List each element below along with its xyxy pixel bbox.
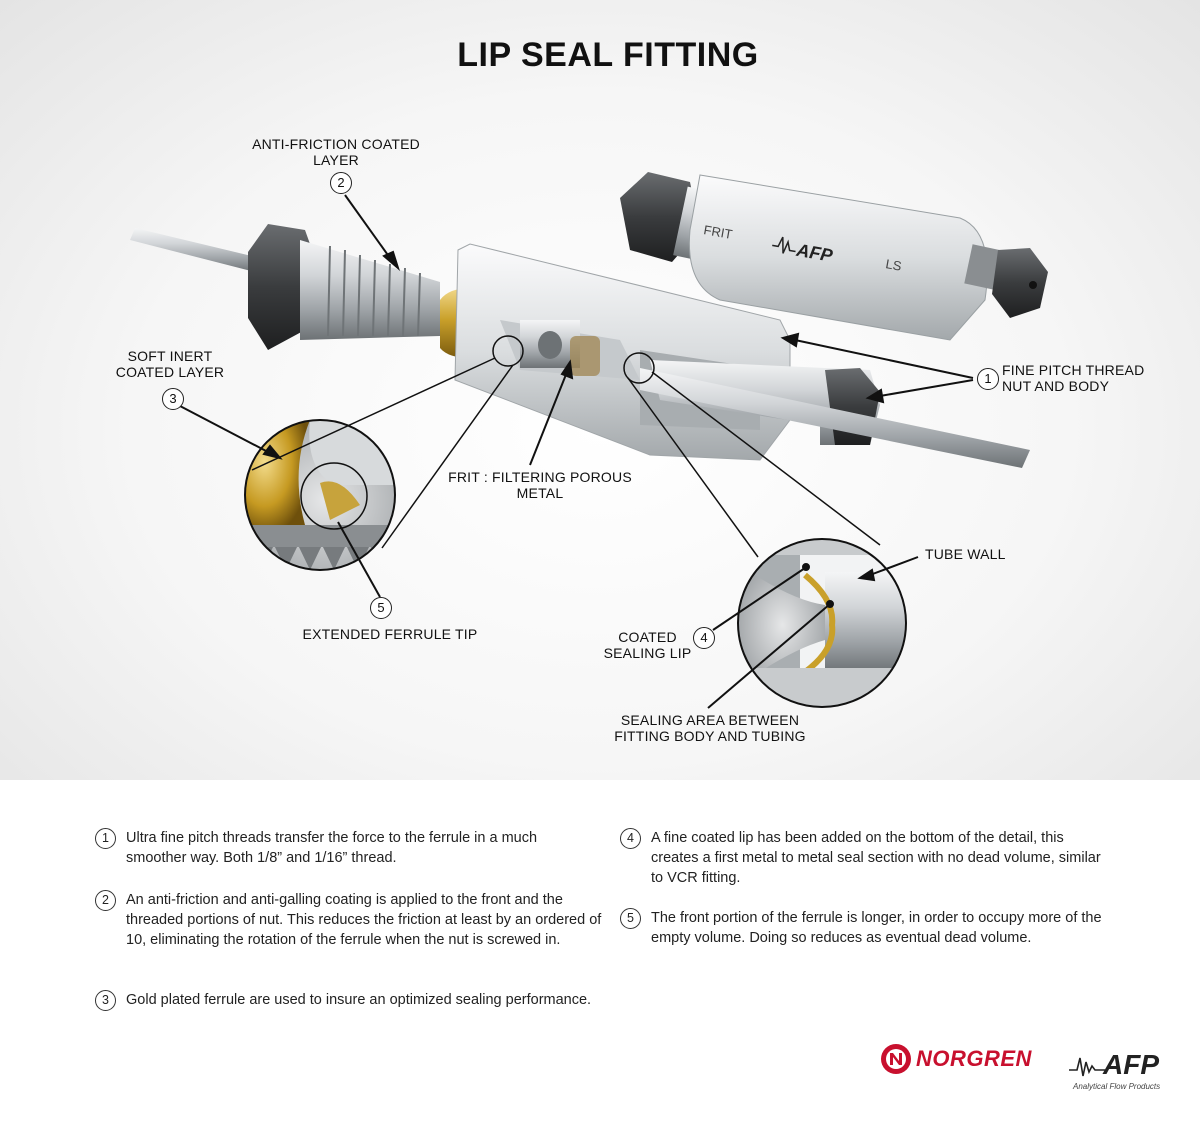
afp-logo-graphic	[1065, 1046, 1165, 1080]
afp-logo	[1065, 1046, 1165, 1091]
afp-wordmark: AFP	[1103, 1049, 1159, 1080]
assembled-end-nut	[992, 248, 1048, 318]
arrow-soft-inert	[180, 406, 268, 452]
afp-tagline: Analytical Flow Products	[1073, 1082, 1161, 1091]
callout-3: 3	[162, 388, 184, 410]
label-coated-lip: COATED SEALING LIP	[603, 629, 692, 661]
note-number: 2	[95, 890, 116, 911]
label-tube-wall: TUBE WALL	[925, 546, 1006, 562]
callout-4: 4	[693, 627, 715, 649]
label-frit: FRIT : FILTERING POROUS METAL	[448, 469, 632, 501]
arrow-coated-lip-dot	[803, 564, 809, 570]
note-text: The front portion of the ferrule is longer, in order to occupy more of the empty volume. Doing so reduces as eventual dead volume.	[651, 910, 1102, 946]
zoom1-tube	[309, 420, 400, 485]
arrow-fine-pitch-b	[880, 380, 973, 396]
inner-sleeve-bore	[538, 331, 562, 359]
ls-mark: LS	[884, 256, 903, 274]
svg-text:AFP: AFP	[795, 239, 835, 266]
frit-mark: FRIT	[702, 222, 734, 242]
note-number: 5	[620, 908, 641, 929]
arrow-anti-friction-head	[384, 252, 398, 268]
frit-disk	[570, 336, 600, 376]
zoom-ferrule-tip	[240, 415, 410, 585]
arrow-anti-friction	[345, 195, 390, 258]
callout-1: 1	[977, 368, 999, 390]
norgren-emblem-icon	[880, 1043, 912, 1075]
note-number: 3	[95, 990, 116, 1011]
note-text: A fine coated lip has been added on the bottom of the detail, this creates a first metal to metal seal section with no dead volume, similar to VCR fitting.	[651, 830, 1101, 886]
zoom2-body-top	[735, 535, 915, 555]
threaded-shank	[300, 240, 440, 340]
arrow-sealing-area-dot	[827, 601, 833, 607]
afp-wave-icon	[1069, 1058, 1105, 1076]
note-text: Gold plated ferrule are used to insure an optimized sealing performance.	[126, 992, 592, 1008]
note-number: 4	[620, 828, 641, 849]
page-title: LIP SEAL FITTING	[457, 36, 759, 74]
callout-2: 2	[330, 172, 352, 194]
assembled-bore	[1029, 281, 1037, 289]
zoom2-tube	[825, 572, 915, 672]
label-sealing-area: SEALING AREA BETWEEN FITTING BODY AND TUBING	[614, 712, 806, 744]
label-anti-friction: ANTI-FRICTION COATED LAYER	[252, 136, 420, 168]
note-number: 1	[95, 828, 116, 849]
callout-5: 5	[370, 597, 392, 619]
norgren-logo	[880, 1043, 1032, 1075]
left-tube	[130, 228, 260, 272]
note-text: An anti-friction and anti-galling coating is applied to the front and the threaded portions of nut. This reduces the friction at least by an ordered of 10, eliminating the rotation of the ferrule when the nut is screwed in.	[126, 892, 602, 948]
zoom1-connector-b	[382, 365, 513, 548]
note-text: Ultra fine pitch threads transfer the force to the ferrule in a much smoother way. Both 1/8” and 1/16” thread.	[126, 830, 538, 866]
label-fine-pitch: FINE PITCH THREAD NUT AND BODY	[1002, 362, 1145, 394]
label-soft-inert: SOFT INERT COATED LAYER	[115, 348, 225, 380]
zoom-sealing-lip	[735, 535, 915, 715]
label-extended-ferrule: EXTENDED FERRULE TIP	[302, 626, 478, 642]
norgren-wordmark: NORGREN	[916, 1046, 1032, 1071]
